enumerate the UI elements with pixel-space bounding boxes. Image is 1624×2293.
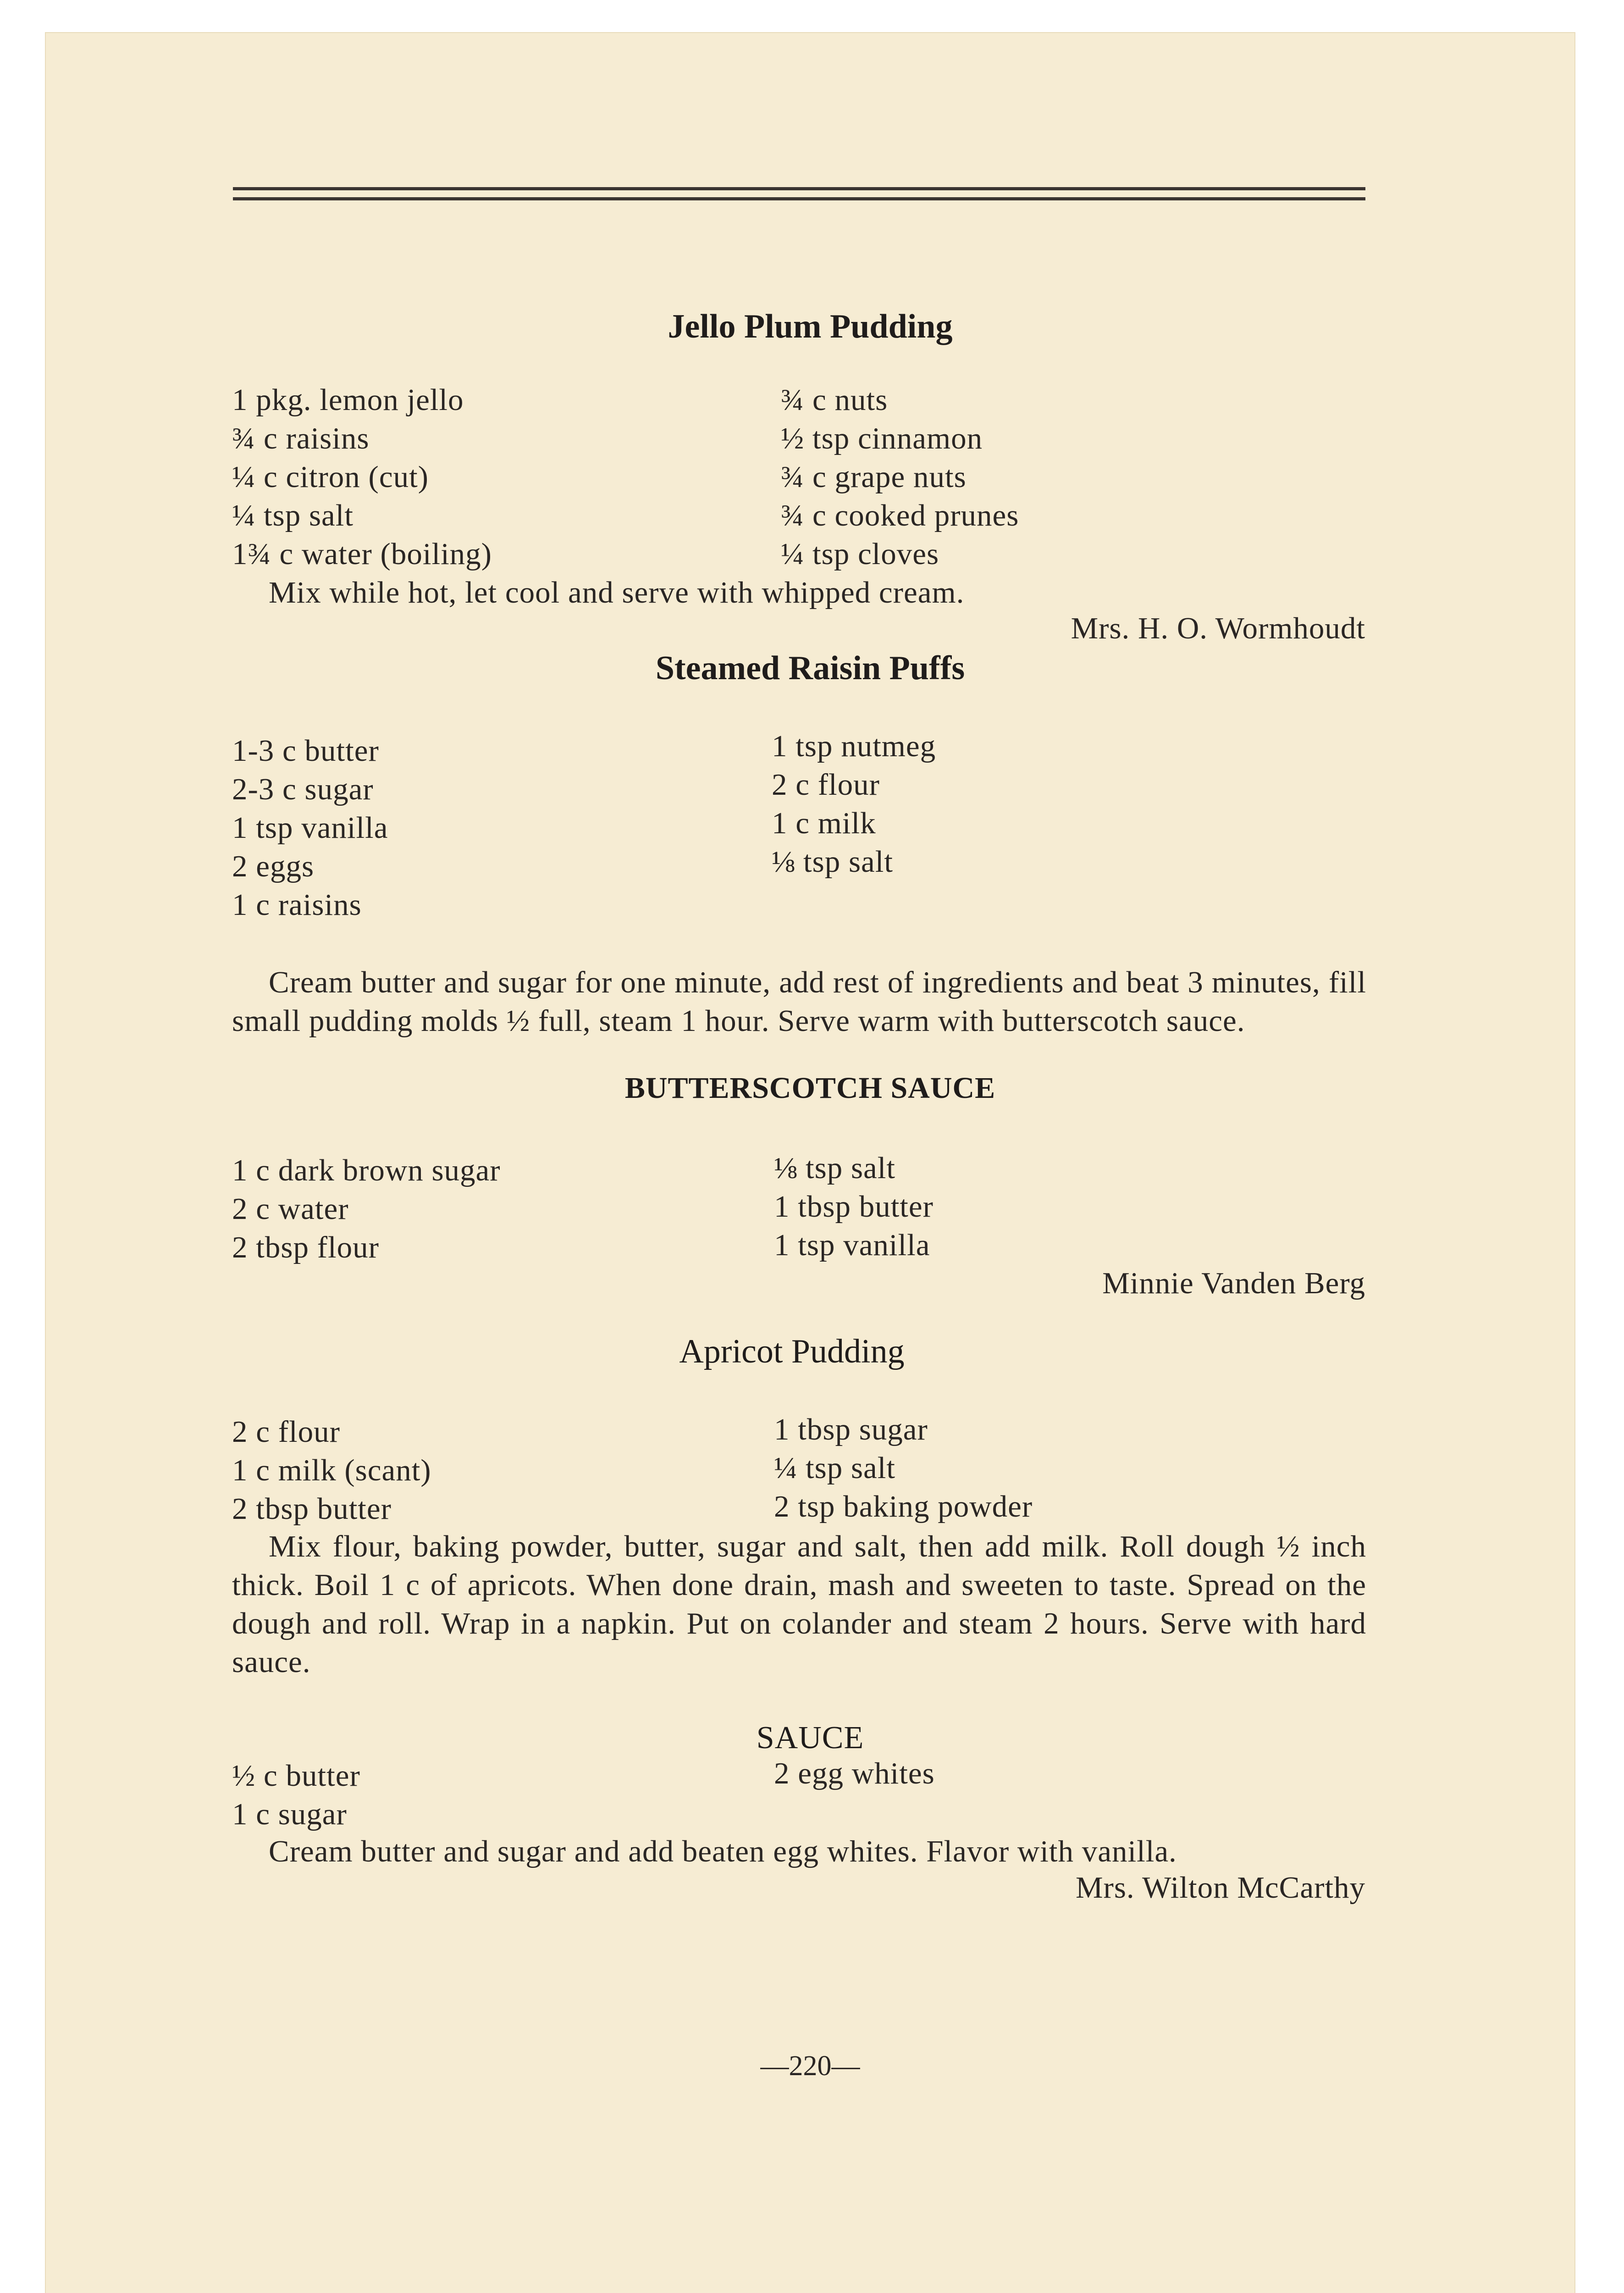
ingredient-item: 1 pkg. lemon jello [232,383,464,417]
ingredient-item: 1¾ c water (boiling) [232,537,492,571]
author-butterscotch: Minnie Vanden Berg [1102,1266,1365,1300]
ingredient-item: 1 tbsp butter [774,1190,934,1224]
ingredient-item: 1 tsp vanilla [774,1228,930,1262]
ingredient-item: 1 c sugar [232,1797,347,1831]
ingredient-item: 2 c flour [232,1415,340,1449]
recipe-title-apricot-pudding: Apricot Pudding [679,1333,905,1370]
ingredient-item: 2 c water [232,1192,349,1226]
ingredient-item: 2 egg whites [774,1756,935,1790]
header-rule-top [233,187,1365,190]
ingredient-item: 1 c milk (scant) [232,1453,431,1487]
ingredient-item: ¼ tsp cloves [781,537,939,571]
ingredient-item: 1 c raisins [232,888,362,922]
ingredient-item: ½ c butter [232,1759,360,1793]
directions-apricot: Mix flour, baking powder, butter, sugar and salt, then add milk. Roll dough ½ inch thick. Boil 1 c of apricots. When done drain, mash and sweeten to taste. Spread on the dough and roll. Wrap in a napkin. Put on colander and steam 2 hours. Serve with hard sauce. [232,1529,1366,1679]
recipe-title-jello-plum-pudding: Jello Plum Pudding [668,308,953,345]
ingredient-item: ¾ c raisins [232,421,370,455]
ingredient-item: 1 tsp nutmeg [772,729,936,763]
ingredient-item: ⅛ tsp salt [774,1151,895,1185]
ingredient-item: 1 tbsp sugar [774,1412,928,1446]
directions-raisin: Cream butter and sugar for one minute, add rest of ingredients and beat 3 minutes, fill small pudding molds ½ full, steam 1 hour. Serve warm with butterscotch sauce. [232,965,1366,1038]
directions-sauce: Cream butter and sugar and add beaten egg whites. Flavor with vanilla. [269,1834,1177,1868]
ingredients-right-raisin [772,727,936,881]
ingredient-item: ¼ c citron (cut) [232,460,429,494]
ingredients-left-jello [232,381,492,573]
author-sauce: Mrs. Wilton McCarthy [1075,1871,1365,1905]
ingredient-item: 2-3 c sugar [232,772,374,806]
ingredient-item: ¾ c grape nuts [781,460,967,494]
ingredients-left-raisin [232,731,388,924]
author-jello: Mrs. H. O. Wormhoudt [1071,611,1365,645]
ingredient-item: 2 tsp baking powder [774,1490,1033,1523]
ingredient-item: ½ tsp cinnamon [781,421,983,455]
ingredient-item: 2 tbsp butter [232,1492,392,1526]
ingredient-item: 2 c flour [772,768,880,802]
ingredient-item: 1 tsp vanilla [232,811,388,845]
recipe-title-steamed-raisin-puffs: Steamed Raisin Puffs [655,649,965,687]
ingredient-item: 1-3 c butter [232,734,379,768]
ingredient-item: ⅛ tsp salt [772,845,893,879]
directions-jello: Mix while hot, let cool and serve with whipped cream. [269,576,965,609]
ingredients-right-jello [781,381,1019,573]
ingredient-item: 2 tbsp flour [232,1230,379,1264]
page-number: —220— [760,2050,860,2082]
header-rule-bottom [233,197,1365,200]
ingredients-left-apricot [232,1412,431,1528]
cookbook-page [45,32,1575,2293]
ingredient-item: ¼ tsp salt [774,1451,895,1485]
ingredient-item: ¾ c cooked prunes [781,498,1019,532]
ingredients-left-butterscotch [232,1151,501,1267]
recipe-title-sauce: SAUCE [756,1720,864,1756]
ingredient-item: ¼ tsp salt [232,498,354,532]
ingredients-right-sauce [774,1754,935,1793]
ingredient-item: 1 c dark brown sugar [232,1153,501,1187]
ingredient-item: ¾ c nuts [781,383,888,417]
ingredients-left-sauce [232,1756,360,1833]
recipe-title-butterscotch-sauce: BUTTERSCOTCH SAUCE [624,1071,996,1105]
ingredient-item: 1 c milk [772,806,876,840]
ingredient-item: 2 eggs [232,849,315,883]
ingredients-right-butterscotch [774,1149,934,1264]
ingredients-right-apricot [774,1410,1033,1526]
